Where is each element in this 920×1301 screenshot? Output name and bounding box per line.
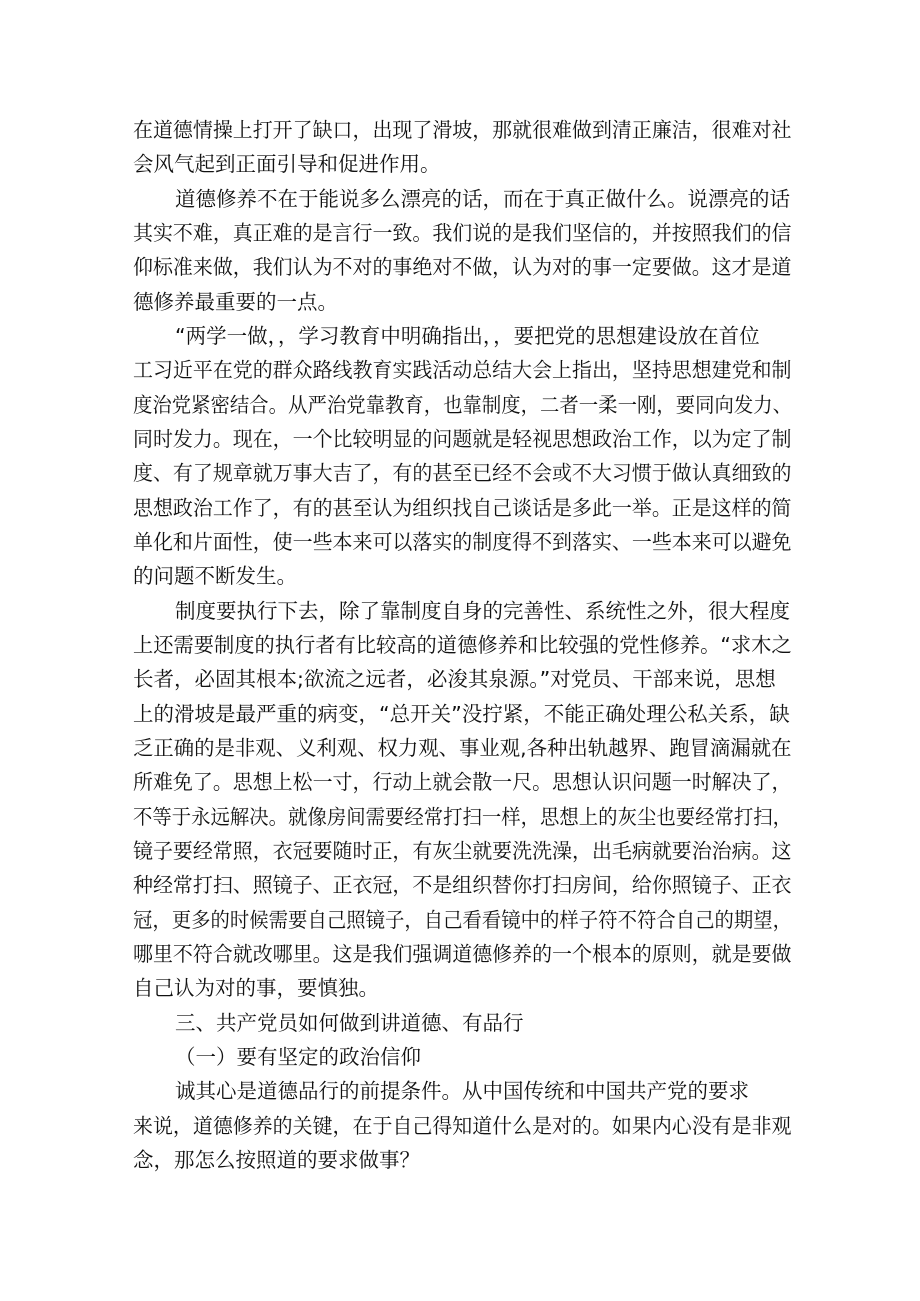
text-line: 单化和片面性，使一些本来可以落实的制度得不到落实、一些本来可以避免: [133, 530, 792, 554]
text-line: 仰标准来做，我们认为不对的事绝对不做，认为对的事一定要做。这才是道: [133, 255, 792, 279]
text-line: 的问题不断发生。: [133, 564, 297, 588]
text-line: 制度要执行下去，除了靠制度自身的完善性、系统性之外，很大程度: [175, 599, 790, 623]
text-line: 种经常打扫、照镜子、正衣冠，不是组织替你打扫房间，给你照镜子、正衣: [133, 873, 792, 897]
text-line: 诚其心是道德品行的前提条件。从中国传统和中国共产党的要求: [175, 1079, 749, 1103]
text-line: 度治党紧密结合。从严治党靠教育，也靠制度，二者一柔一刚，要同向发力、: [133, 393, 793, 417]
text-line: 在道德情操上打开了缺口，出现了滑坡，那就很难做到清正廉洁，很难对社: [133, 118, 792, 142]
text-line: 德修养最重要的一点。: [133, 290, 338, 314]
text-line: 会风气起到正面引导和促进作用。: [133, 152, 441, 176]
subsection-heading: （一）要有坚定的政治信仰: [175, 1045, 421, 1069]
text-line: 工习近平在党的群众路线教育实践活动总结大会上指出，坚持思想建党和制: [133, 358, 792, 382]
text-line: 上的滑坡是最严重的病变，“总开关”没拧紧，不能正确处理公私关系，缺: [133, 702, 790, 726]
section-heading: 三、共产党员如何做到讲道德、有品行: [175, 1011, 524, 1035]
text-line: 度、有了规章就万事大吉了，有的甚至已经不会或不大习惯于做认真细致的: [133, 461, 792, 485]
text-line: 乏正确的是非观、义利观、权力观、事业观,各种出轨越界、跑冒滴漏就在: [133, 736, 792, 760]
text-line: 哪里不符合就改哪里。这是我们强调道德修养的一个根本的原则，就是要做: [133, 942, 792, 966]
text-line: 冠，更多的时候需要自己照镜子，自己看看镜中的样子符不符合自己的期望，: [133, 908, 793, 932]
text-line: 镜子要经常照，衣冠要随时正，有灰尘就要洗洗澡，出毛病就要治治病。这: [133, 839, 792, 863]
text-line: 其实不难，真正难的是言行一致。我们说的是我们坚信的，并按照我们的信: [133, 221, 792, 245]
text-line: 同时发力。现在，一个比较明显的问题就是轻视思想政治工作，以为定了制: [133, 427, 792, 451]
text-line: 来说，道德修养的关键，在于自己得知道什么是对的。如果内心没有是非观: [133, 1114, 792, 1138]
text-line: 上还需要制度的执行者有比较高的道德修养和比较强的党性修养。“求木之: [133, 633, 792, 657]
text-line: 思想政治工作了，有的甚至认为组织找自己谈话是多此一举。正是这样的简: [133, 496, 792, 520]
text-line: 自己认为对的事，要慎独。: [133, 976, 379, 1000]
text-line: 不等于永远解决。就像房间需要经常打扫一样，思想上的灰尘也要经常打扫，: [133, 805, 793, 829]
text-line: 所难免了。思想上松一寸，行动上就会散一尺。思想认识问题一时解决了，: [133, 770, 792, 794]
text-line: “两学一做，，学习教育中明确指出，，要把党的思想建设放在首位: [175, 324, 760, 348]
text-line: 念，那怎么按照道的要求做事？: [133, 1148, 420, 1172]
text-line: 长者，必固其根本;欲流之远者，必浚其泉源。”对党员、干部来说，思想: [133, 667, 776, 691]
text-line: 道德修养不在于能说多么漂亮的话，而在于真正做什么。说漂亮的话: [175, 187, 790, 211]
